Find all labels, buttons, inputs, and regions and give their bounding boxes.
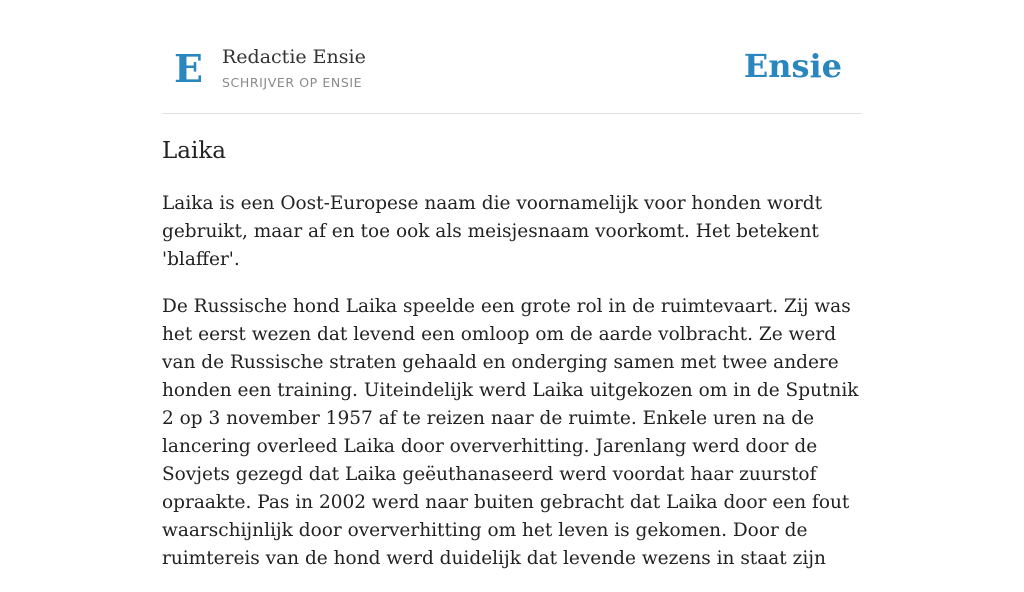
article-paragraph: De Russische hond Laika speelde een grote rol in de ruimtevaart. Zij was het eerst wezen dat levend een omloop om de aarde volbracht. Ze werd van de Russische straten gehaald en onderging samen met twee andere honden een training. Uiteindelijk werd Laika uitgekozen om in de Sputnik 2 op 3 november 1957 af te reizen naar de ruimte. Enkele uren na de lancering overleed Laika door oververhitting. Jarenlang werd door de Sovjets gezegd dat Laika geëuthanaseerd werd voordat haar zuurstof opraakte. Pas in 2002 werd naar buiten gebracht dat Laika door een fout waarschijnlijk door oververhitting om het leven is gekomen. Door de ruimtereis van de hond werd duidelijk dat levende wezens in staat zijn: [162, 296, 859, 569]
article-title: Laika: [162, 138, 226, 164]
author-avatar[interactable]: E: [174, 46, 203, 91]
article-paragraph: Laika is een Oost-Europese naam die voornamelijk voor honden wordt gebruikt, maar af en toe ook als meisjesnaam voorkomt. Het betekent 'blaffer'.: [162, 193, 823, 270]
brand-logo[interactable]: Ensie: [743, 47, 842, 85]
article-body: [162, 190, 862, 592]
author-name[interactable]: Redactie Ensie: [222, 46, 366, 68]
author-header: [162, 0, 862, 114]
article-container: [162, 0, 862, 569]
author-role: SCHRIJVER OP ENSIE: [222, 75, 363, 90]
